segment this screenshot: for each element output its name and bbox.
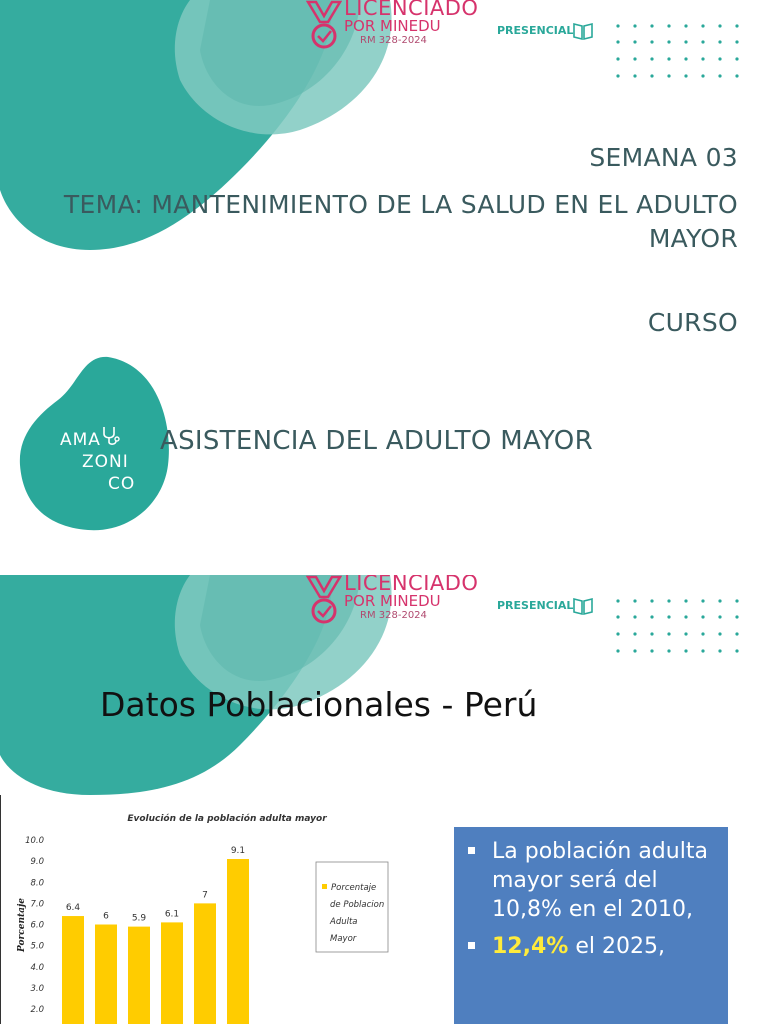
- slide-title: Datos Poblacionales - Perú: [100, 685, 538, 724]
- info-list: [454, 827, 728, 961]
- bar: [95, 925, 117, 1024]
- population-chart: [0, 795, 425, 1024]
- list-item: [466, 837, 718, 924]
- y-tick-label: 2.0: [30, 1005, 44, 1015]
- legend-label: Adulta: [330, 917, 358, 927]
- bar-value-label: 6.4: [65, 903, 81, 914]
- bar-value-label: 6: [103, 911, 109, 922]
- badge-line-2: POR MINEDU: [344, 592, 441, 610]
- book-icon: [572, 21, 594, 41]
- chart-svg: [0, 795, 425, 1024]
- badge-line-1: LICENCIADO: [344, 575, 479, 595]
- bullet-highlight: 12,4%: [492, 934, 569, 959]
- presencial-label: PRESENCIAL: [497, 24, 574, 37]
- y-tick-label: 5.0: [30, 941, 44, 952]
- badge-line-2: POR MINEDU: [344, 17, 441, 35]
- y-tick-label: 3.0: [30, 983, 44, 994]
- bullet-icon: [468, 942, 475, 949]
- y-axis-label: Porcentaje: [17, 898, 27, 952]
- dot-pattern: [612, 20, 752, 82]
- info-box: [454, 827, 728, 1024]
- medal-icon: [306, 0, 342, 52]
- bar: [128, 927, 150, 1024]
- bullet-icon: [468, 847, 475, 854]
- book-icon: [572, 596, 594, 616]
- slide-2: [0, 575, 768, 1024]
- stethoscope-icon: [100, 425, 122, 447]
- dot-pattern: [612, 595, 752, 657]
- badge-line-3: RM 328-2024: [360, 610, 427, 621]
- course-name: ASISTENCIA DEL ADULTO MAYOR: [160, 426, 593, 456]
- topic-heading: TEMA: MANTENIMIENTO DE LA SALUD EN EL ADULTO MAYOR: [63, 190, 738, 253]
- bar-value-label: 9.1: [230, 846, 246, 857]
- bullet-text: el 2025,: [568, 934, 665, 959]
- licensed-badge: [300, 575, 500, 635]
- legend-label: Porcentaje: [331, 883, 377, 893]
- badge-line-3: RM 328-2024: [360, 35, 427, 46]
- bullet-text: La población adulta mayor será del 10,8% en el 2010,: [492, 839, 708, 922]
- bar: [62, 916, 84, 1024]
- logo-line-3: CO: [108, 474, 136, 494]
- bar: [194, 903, 216, 1024]
- week-heading: SEMANA 03: [589, 143, 738, 172]
- chart-title: Evolución de la población adulta mayor: [127, 814, 327, 824]
- bar: [227, 859, 249, 1024]
- course-label: CURSO: [647, 308, 738, 337]
- bar-value-label: 7: [202, 890, 208, 901]
- y-tick-label: 6.0: [30, 920, 44, 931]
- bar-value-label: 6.1: [164, 909, 180, 920]
- badge-line-1: LICENCIADO: [344, 0, 479, 20]
- list-item: [466, 932, 718, 961]
- logo-line-1: AMA: [60, 430, 101, 450]
- licensed-badge: [300, 0, 500, 60]
- y-tick-label: 10.0: [25, 836, 44, 846]
- bar: [161, 922, 183, 1024]
- y-tick-label: 7.0: [30, 899, 44, 910]
- legend-label: Mayor: [330, 934, 357, 944]
- y-tick-label: 4.0: [30, 962, 44, 973]
- y-tick-label: 9.0: [30, 857, 44, 868]
- logo-line-2: ZONI: [82, 452, 129, 472]
- legend-swatch: [322, 884, 327, 889]
- slide-gap: [0, 560, 768, 575]
- bar-value-label: 5.9: [131, 913, 147, 924]
- presencial-label: PRESENCIAL: [497, 599, 574, 612]
- legend-label: de Poblacion: [330, 900, 385, 910]
- medal-icon: [306, 575, 342, 627]
- y-tick-label: 8.0: [30, 878, 44, 889]
